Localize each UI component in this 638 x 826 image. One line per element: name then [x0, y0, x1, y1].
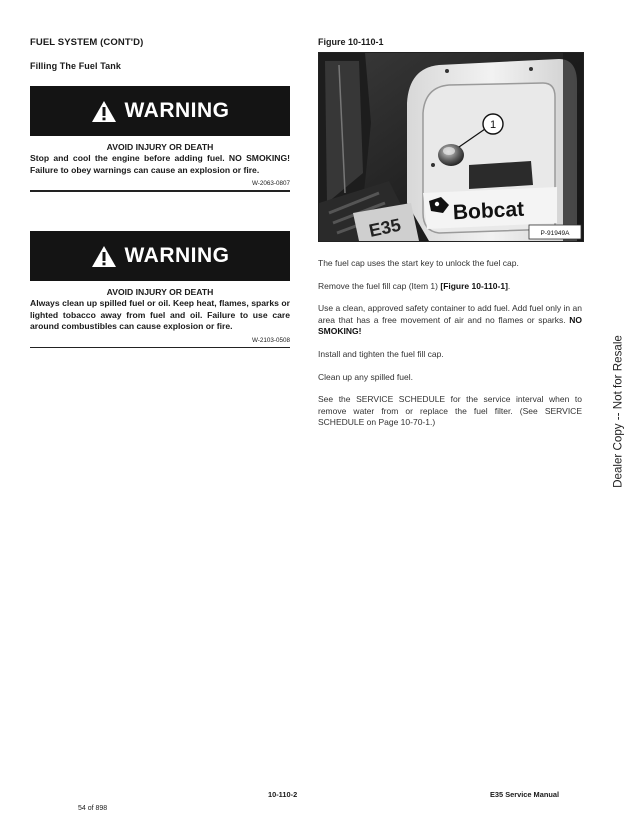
brand-text: Bobcat: [452, 197, 525, 225]
warning-body: Stop and cool the engine before adding fuel. NO SMOKING! Failure to obey warnings can cause an explosion or fire.: [30, 153, 290, 175]
warning-code: W-2103-0508: [251, 336, 290, 344]
instruction-2: [318, 281, 582, 293]
instruction-5: Clean up any spilled fuel.: [318, 371, 413, 382]
instruction-1: The fuel cap uses the start key to unlock the fuel cap.: [318, 258, 519, 268]
instruction-2-text: Remove the fuel fill cap (Item 1): [318, 280, 441, 291]
warning-body: Always clean up spilled fuel or oil. Keep heat, flames, sparks or lighted tobacco away from fuel and oil. Failure to use care around combustibles can cause explosion or fire.: [30, 298, 290, 332]
warning-title: AVOID INJURY OR DEATH: [106, 142, 214, 152]
no-smoking-text: NO SMOKING!: [318, 314, 582, 337]
instructions: [318, 258, 582, 429]
warning-banner: [30, 86, 290, 136]
model-text: E35: [367, 214, 403, 241]
warning-banner-text: WARNING: [124, 99, 230, 122]
warning-block-1: [30, 86, 290, 192]
warning-triangle-icon: [91, 245, 117, 268]
warning-banner: [30, 231, 290, 281]
warning-triangle-icon: [91, 100, 117, 123]
machine-photo: [319, 53, 583, 241]
figure-reference: [Figure 10-110-1]: [440, 280, 508, 291]
warning-divider: [30, 347, 290, 349]
warning-title: AVOID INJURY OR DEATH: [106, 287, 214, 297]
warning-banner-text: WARNING: [124, 244, 230, 267]
warning-divider: [30, 190, 290, 192]
subsection-heading: Filling The Fuel Tank: [30, 61, 121, 71]
figure-title: Figure 10-110-1: [318, 37, 384, 47]
warning-code: W-2063-0807: [251, 180, 290, 188]
page-count: 54 of 898: [78, 805, 108, 812]
instruction-6: See the SERVICE SCHEDULE for the service interval when to remove water from or replace the fuel filter. (See SERVICE SCHEDULE on Page 10-70-1.): [318, 394, 582, 428]
callout-number: 1: [489, 119, 497, 131]
warning-block-2: [30, 231, 290, 348]
manual-title: E35 Service Manual: [490, 790, 560, 799]
photo-id: P-91949A: [540, 230, 570, 237]
instruction-3: [318, 303, 582, 338]
instruction-3-text: Use a clean, approved safety container to add fuel. Add fuel only in an area that has a free movement of air and no flames or sparks.: [318, 303, 582, 325]
side-note: Dealer Copy -- Not for Resale: [611, 335, 625, 488]
section-heading: FUEL SYSTEM (CONT'D): [30, 37, 144, 48]
page-reference: 10-110-2: [268, 790, 298, 799]
instruction-2-end: .: [507, 280, 511, 291]
instruction-4: Install and tighten the fuel fill cap.: [318, 348, 444, 359]
figure-photo: [318, 52, 584, 242]
